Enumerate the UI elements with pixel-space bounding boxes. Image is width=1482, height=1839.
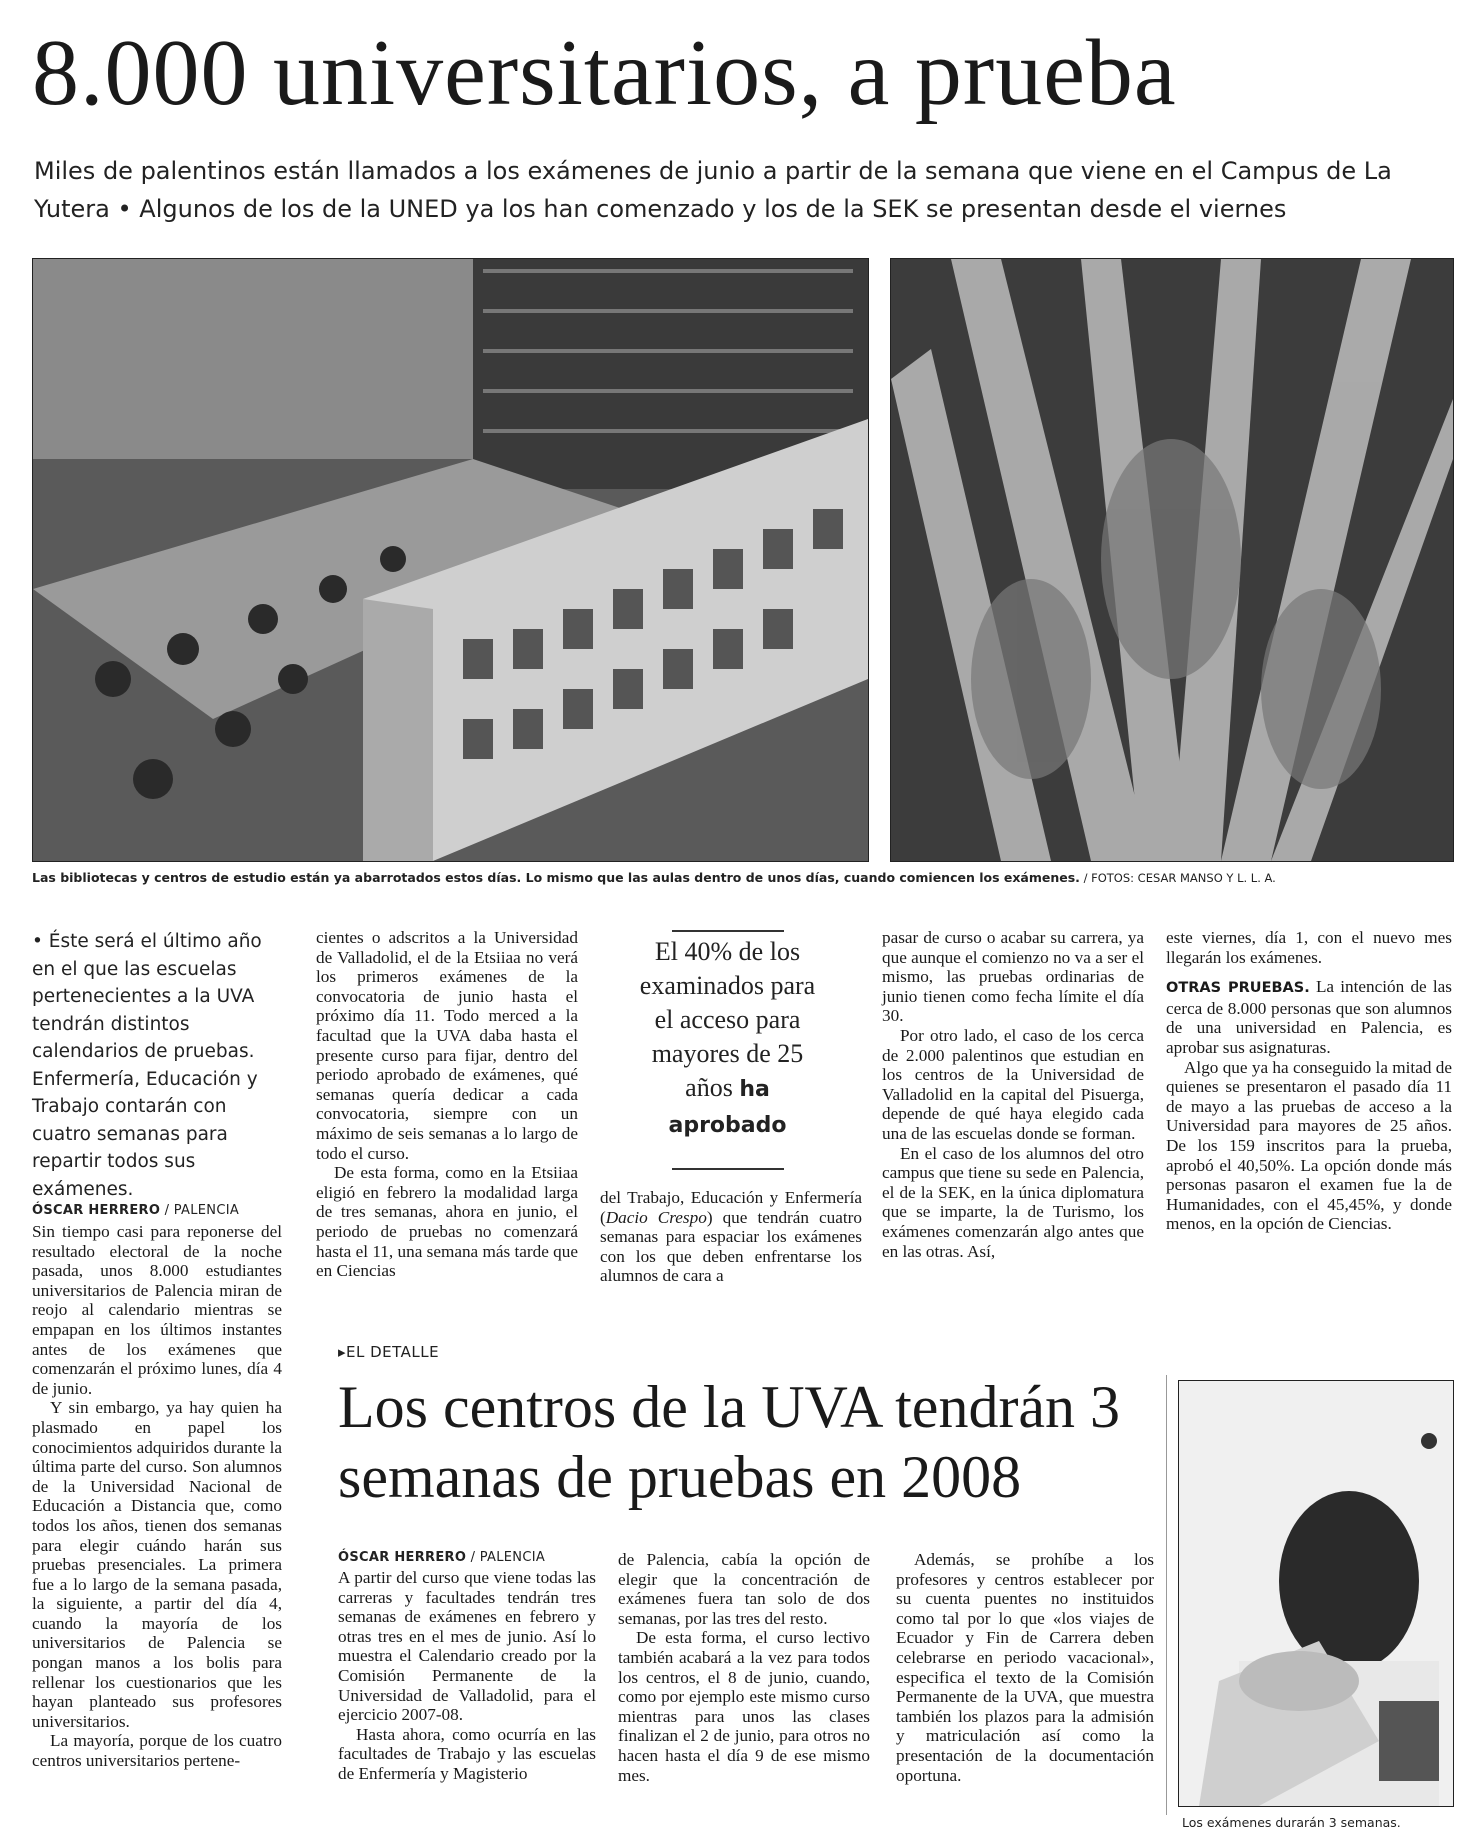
detail-col2-paragraph-1: de Palencia, cabía la opción de elegir que la concentración de exámenes fuera tan solo de dos semanas, por las tres del resto.	[618, 1550, 870, 1628]
col3-photo-credit: Dacio Crespo	[605, 1207, 707, 1227]
caption-text: Las bibliotecas y centros de estudio están ya abarrotados estos días. Lo mismo que las aulas dentro de unos días, cuando comiencen los exámenes.	[32, 870, 1080, 885]
detail-col1-paragraph-1: A partir del curso que viene todas las carreras y facultades tendrán tres semanas de exámenes en febrero y otras tres en el mes de junio. Así lo muestra el Calendario creado por la Comisión Permanente de la Universidad de Valladolid, para el ejercicio 2007-08.	[338, 1568, 596, 1725]
detail-section-tag	[338, 1343, 439, 1361]
student-exam-photo	[1178, 1380, 1454, 1807]
byline-author: ÓSCAR HERRERO	[32, 1203, 161, 1218]
byline-place: / PALENCIA	[160, 1203, 240, 1218]
exam-blur-photo	[890, 258, 1454, 862]
col1-paragraph-3: La mayoría, porque de los cuatro centros universitarios pertene-	[32, 1731, 282, 1771]
col2-paragraph-1: cientes o adscritos a la Universidad de Valladolid, el de la Etsiiaa no verá los primeros exámenes de la convocatoria de junio hasta el próximo día 11. Todo merced a la facultad que la UVA daba hasta el presente curso para fijar, dentro del periodo aprobado de exámenes, qué semanas quería dedicar a cada convocatoria, siempre con un máximo de seis semanas a lo largo de todo el curso.	[316, 928, 578, 1163]
small-photo-caption: Los exámenes durarán 3 semanas.	[1182, 1815, 1401, 1830]
col5-paragraph-2	[1166, 977, 1452, 1057]
detail-column-3	[896, 1550, 1154, 1785]
detail-col2-paragraph-2: De esta forma, el curso lectivo también acabará a la vez para todos los centros, el 8 de junio, cuando, como por ejemplo este mismo curso mientras para unos las clases finalizan el 2 de junio, para otros no hacen hasta el día 9 de ese mismo mes.	[618, 1628, 870, 1785]
detail-column-2	[618, 1550, 870, 1785]
column-5	[1166, 928, 1452, 1234]
photo-credit: / FOTOS: CESAR MANSO Y L. L. A.	[1079, 871, 1276, 885]
col5-paragraph-3: Algo que ya ha conseguido la mitad de quienes se presentaron el pasado día 11 de mayo a las pruebas de acceso a la Universidad para mayores de 25 años. De los 159 inscritos para la prueba, aprobó el 40,50%. La opción donde más personas pasaron el examen fue la de Humanidades, con el 45,45%, y donde menos, en la opción de Ciencias.	[1166, 1057, 1452, 1234]
detail-headline: Los centros de la UVA tendrán 3 semanas de pruebas en 2008	[338, 1374, 1121, 1510]
exam-blur-photo-art	[891, 259, 1453, 861]
byline-detail-author: ÓSCAR HERRERO	[338, 1550, 467, 1565]
column-4	[882, 928, 1144, 1261]
col1-paragraph-2: Y sin embargo, ya hay quien ha plasmado en papel los conocimientos adquiridos durante la última parte del curso. Son alumnos de la Universidad Nacional de Educación a Distancia que, como todos los años, tienen dos semanas para elegir cuándo harán sus pruebas presenciales. La primera fue a lo largo de la semana pasada, la siguiente, a partir del día 4, cuando la mayoría de los universitarios de Palencia se pongan manos a los bolis para rellenar los cuestionarios que les hayan planteado sus profesores universitarios.	[32, 1398, 282, 1731]
pullquote-bold: ha aprobado	[668, 1077, 787, 1138]
library-photo	[32, 258, 869, 862]
detail-arrow-icon: ▸	[338, 1343, 347, 1361]
photo-caption	[32, 870, 1432, 885]
other-tests-lead: OTRAS PRUEBAS.	[1166, 980, 1310, 997]
pullquote-text: El 40% de los examinados para el acceso para mayores de 25 años	[639, 937, 816, 1102]
detail-col3-paragraph-1: Además, se prohíbe a los profesores y centros establecer por su cuenta puentes no instituidos como tal por lo que «los viajes de Ecuador y Fin de Carrera deben celebrarse en periodo vacacional», especifica el texto de la Comisión Permanente de la UVA, que muestra también los plazos para la admisión y matriculación así como la presentación de la documentación oportuna.	[896, 1550, 1154, 1785]
byline-detail-place: / PALENCIA	[466, 1550, 546, 1565]
library-photo-art	[33, 259, 868, 861]
col4-paragraph-3: En el caso de los alumnos del otro campus que tiene su sede en Palencia, el de la SEK, en la única diplomatura que se imparte, la de Turismo, los exámenes comenzarán algo antes que en las otras. Así,	[882, 1143, 1144, 1261]
detail-column-1	[338, 1568, 596, 1784]
column-3	[600, 1188, 862, 1286]
column-2	[316, 928, 578, 1281]
detail-tag-label: EL DETALLE	[346, 1343, 440, 1361]
detail-col1-paragraph-2: Hasta ahora, como ocurría en las facultades de Trabajo y las escuelas de Enfermería y Magisterio	[338, 1724, 596, 1783]
col5-paragraph-2-text: La intención de las cerca de 8.000 personas que son alumnos de una universidad en Palencia, es aprobar sus asignaturas.	[1166, 977, 1452, 1057]
column-1	[32, 1222, 282, 1771]
col2-paragraph-2: De esta forma, como en la Etsiiaa eligió en febrero la modalidad larga de tres semanas, ahora en junio, el periodo de pruebas no comenzará hasta el 11, una semana más tarde que en Ciencias	[316, 1163, 578, 1281]
col3-text-a: del Trabajo, Educación y Enfermería (	[600, 1188, 862, 1227]
byline-main	[32, 1203, 239, 1218]
byline-detail	[338, 1550, 545, 1565]
col4-paragraph-2: Por otro lado, el caso de los cerca de 2.000 palentinos que estudian en los centros de la Universidad de Valladolid en la capital del Pisuerga, depende de qué haya elegido cada una de las escuelas donde se forman.	[882, 1025, 1144, 1143]
headline: 8.000 universitarios, a prueba	[32, 21, 1177, 125]
col5-paragraph-1: este viernes, día 1, con el nuevo mes llegarán los exámenes.	[1166, 928, 1452, 967]
subheadline: Miles de palentinos están llamados a los exámenes de junio a partir de la semana que viene en el Campus de La Yutera • Algunos de los de la UNED ya los han comenzado y los de la SEK se presentan desde el viernes	[34, 157, 1392, 223]
col1-paragraph-1: Sin tiempo casi para reponerse del resultado electoral de la noche pasada, unos 8.000 estudiantes universitarios de Palencia miran de reojo al calendario mientras se empapan en los últimos instantes antes de los exámenes que comenzarán el próximo lunes, día 4 de junio.	[32, 1222, 282, 1398]
pullquote-rule-bottom	[672, 1168, 784, 1170]
lead-paragraph: • Éste será el último año en el que las escuelas pertenecientes a la UVA tendrán distintos calendarios de pruebas. Enfermería, Educación y Trabajo contarán con cuatro semanas para repartir todos sus exámenes.	[32, 931, 262, 1200]
col4-paragraph-1: pasar de curso o acabar su carrera, ya que aunque el comienzo no va a ser el mismo, las pruebas ordinarias de junio tienen como fecha límite el día 30.	[882, 928, 1144, 1026]
pullquote-rule-top	[672, 930, 784, 932]
detail-divider	[1166, 1375, 1167, 1815]
col3-text-b: ) que tendrán cuatro semanas para espaciar los exámenes con los que deben enfrentarse los alumnos de cara a	[600, 1207, 862, 1286]
pullquote	[630, 935, 825, 1143]
col3-paragraph-1	[600, 1188, 862, 1286]
student-exam-photo-art	[1179, 1381, 1453, 1806]
